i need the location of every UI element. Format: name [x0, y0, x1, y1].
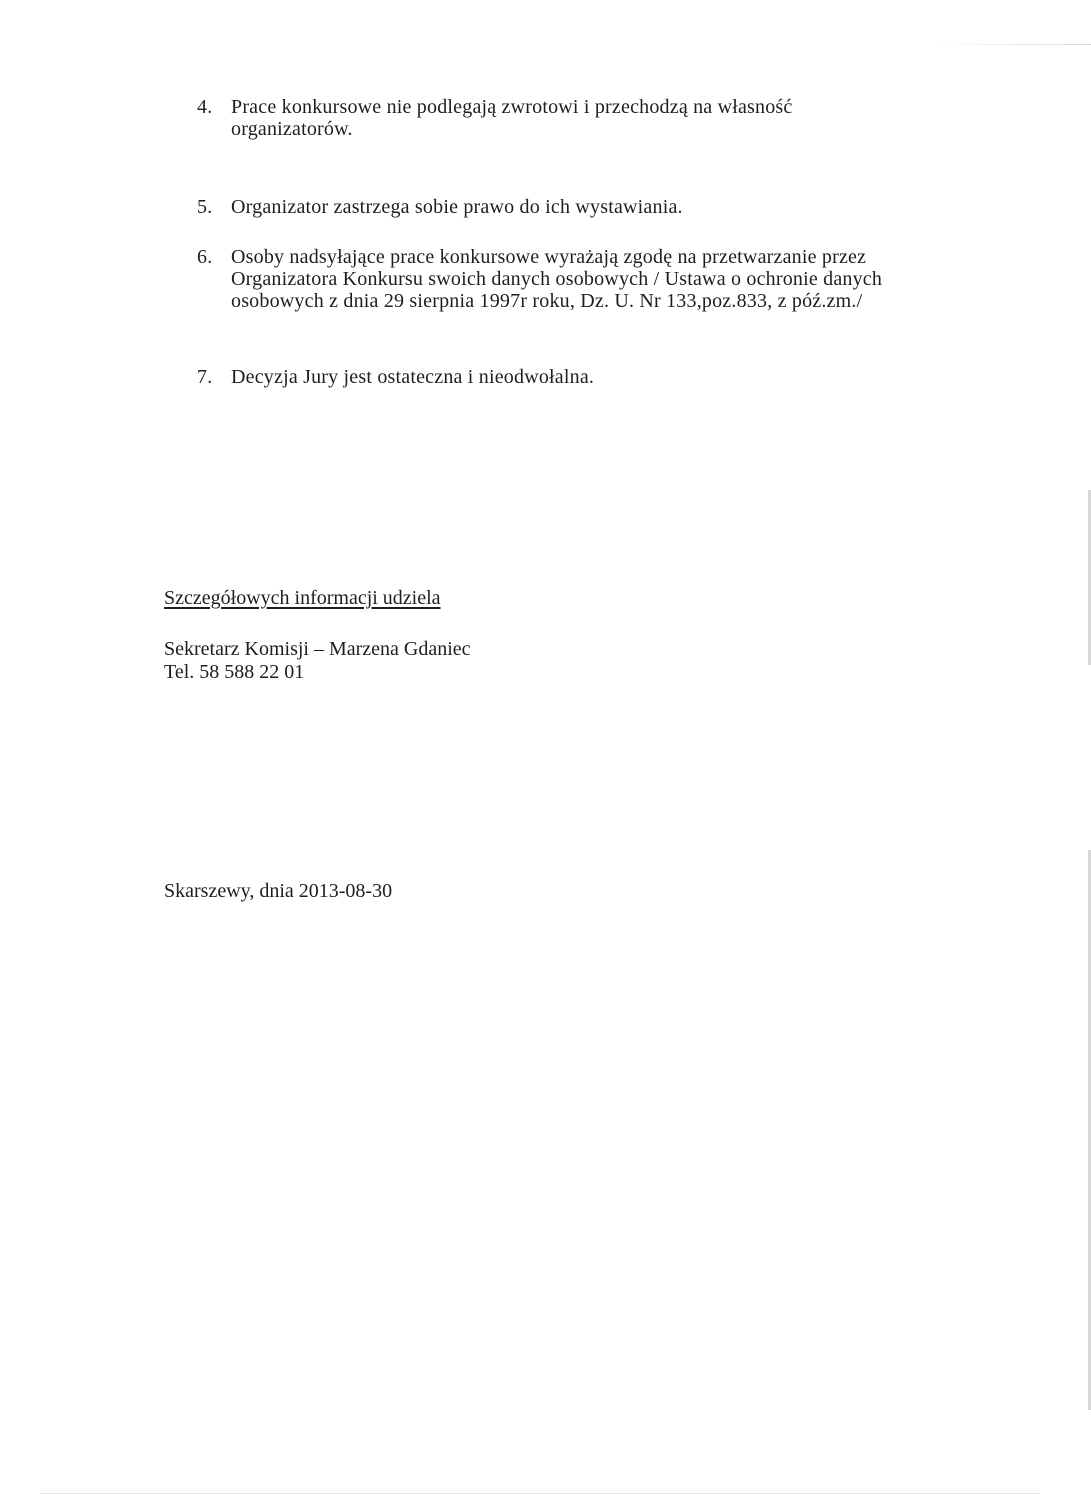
contact-heading: Szczegółowych informacji udziela [164, 587, 441, 609]
place-date-line: Skarszewy, dnia 2013-08-30 [164, 880, 393, 902]
contact-person: Sekretarz Komisji – Marzena Gdaniec [164, 638, 471, 660]
list-item-4 [197, 96, 987, 140]
scan-edge-artifact [40, 1493, 1040, 1494]
list-item-number: 5. [197, 196, 213, 218]
list-item-text: Organizator zastrzega sobie prawo do ich wystawiania. [231, 196, 683, 218]
list-item-number: 6. [197, 246, 213, 268]
list-item-6 [197, 246, 987, 312]
list-item-text: Decyzja Jury jest ostateczna i nieodwołalna. [231, 366, 595, 388]
list-item-text: Prace konkursowe nie podlegają zwrotowi i przechodzą na własność organizatorów. [231, 96, 793, 140]
scan-edge-artifact [931, 44, 1091, 45]
list-item-number: 7. [197, 366, 213, 388]
contact-phone: Tel. 58 588 22 01 [164, 661, 305, 683]
list-item-5 [197, 196, 987, 218]
list-item-number: 4. [197, 96, 213, 118]
contact-block [164, 638, 471, 684]
list-item-text: Osoby nadsyłające prace konkursowe wyrażają zgodę na przetwarzanie przez Organizatora Konkursu swoich danych osobowych / Ustawa o ochronie danych osobowych z dnia 29 sierpnia 1997r roku, Dz. U. Nr 133,poz.833, z póź.zm./ [231, 246, 883, 312]
list-item-7 [197, 366, 987, 388]
